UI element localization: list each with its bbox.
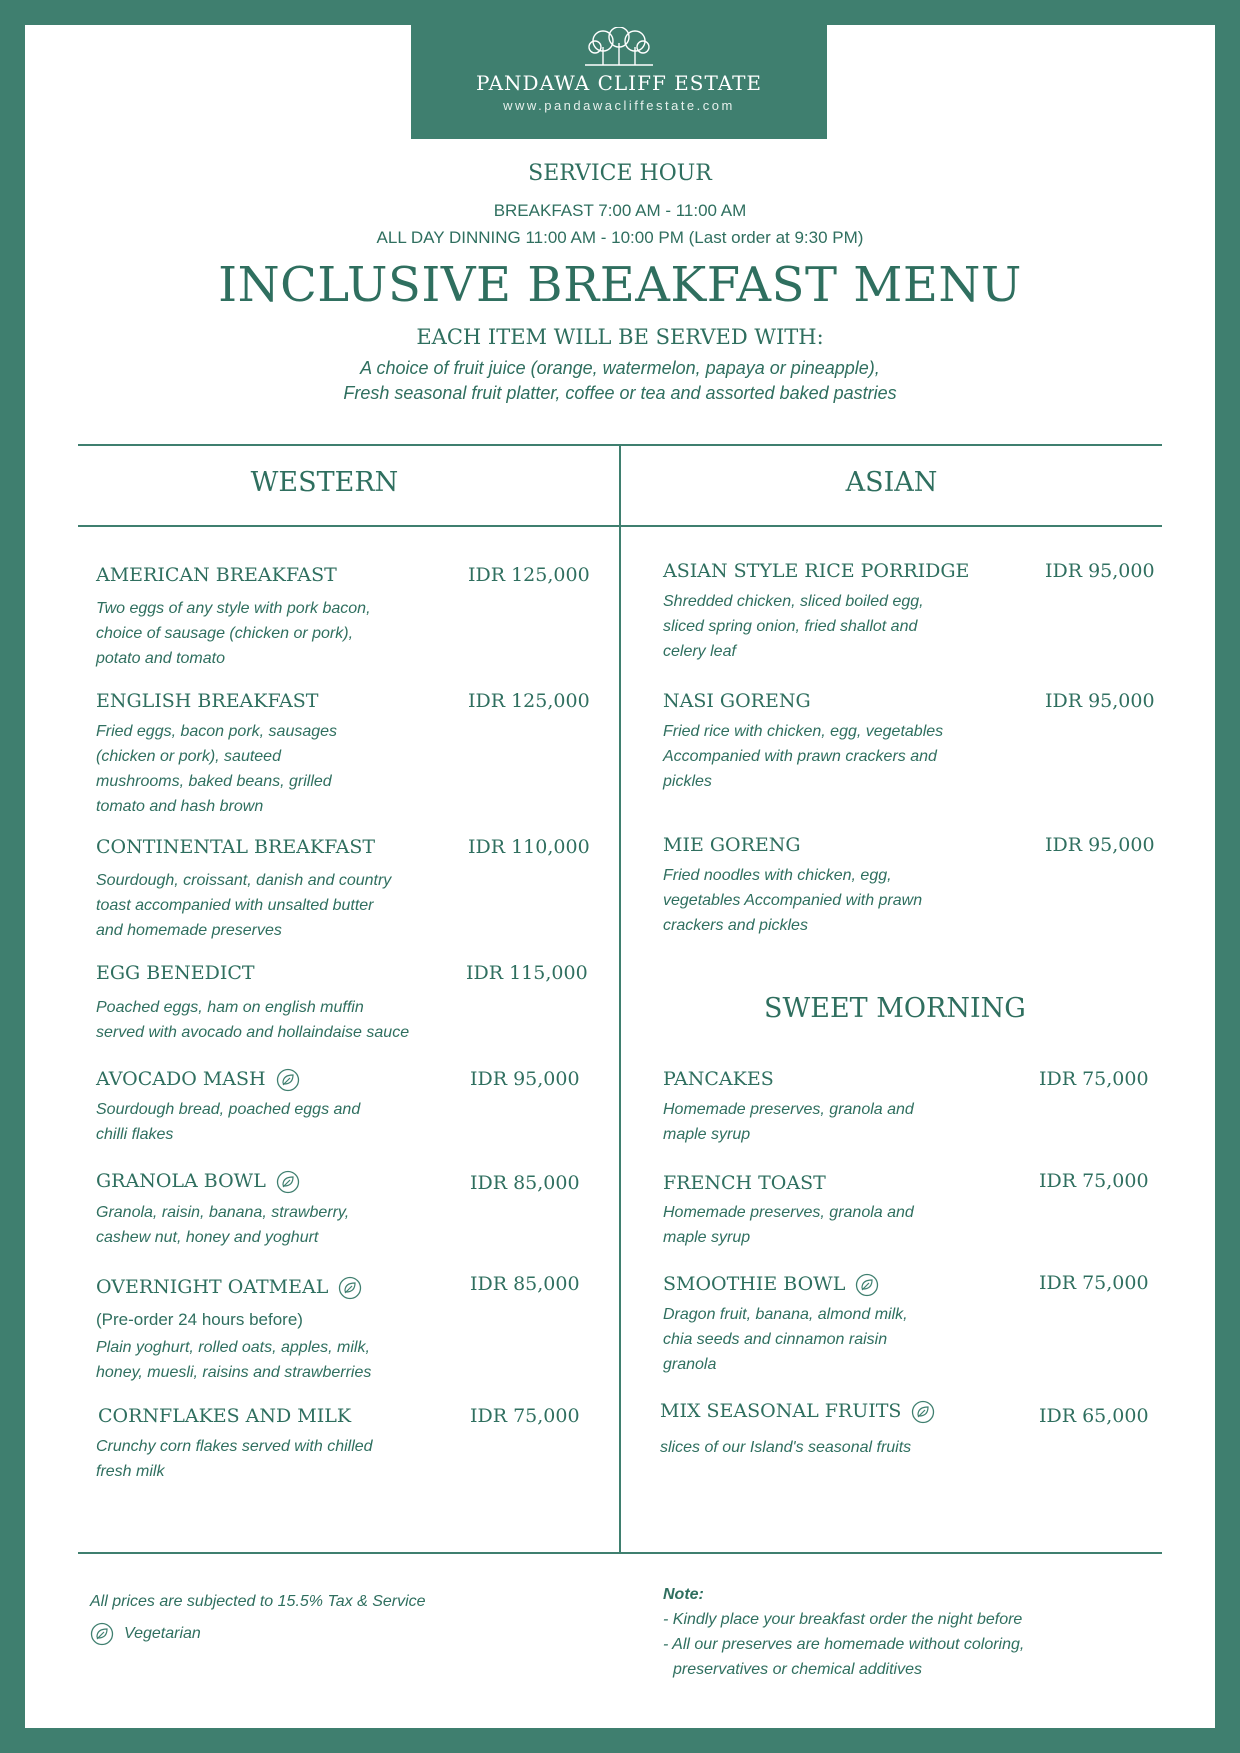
menu-item-desc: Fried noodles with chicken, egg, vegetables Accompanied with prawn crackers and pickles (663, 867, 923, 934)
menu-item-name-text: OVERNIGHT OATMEAL (96, 1276, 329, 1298)
menu-item-price: IDR 75,000 (1039, 1170, 1149, 1192)
menu-item-name-text: SMOOTHIE BOWL (663, 1273, 846, 1295)
menu-item-desc: Sourdough bread, poached eggs and chilli flakes (96, 1101, 361, 1143)
menu-item-desc: Sourdough, croissant, danish and country toast accompanied with unsalted butter and homemade preserves (96, 872, 392, 939)
menu-item-price: IDR 125,000 (468, 690, 590, 712)
vegetarian-leaf-icon (276, 1170, 300, 1194)
column-divider (619, 444, 621, 1554)
menu-item-name-text: AVOCADO MASH (96, 1068, 266, 1090)
menu-item-name: PANCAKES (663, 1068, 774, 1090)
menu-item-desc: Granola, raisin, banana, strawberry, cashew nut, honey and yoghurt (96, 1204, 350, 1246)
menu-item-price: IDR 95,000 (1045, 834, 1155, 856)
menu-item-price: IDR 65,000 (1039, 1405, 1149, 1427)
served-with-line-2: Fresh seasonal fruit platter, coffee or tea and assorted baked pastries (343, 383, 897, 403)
served-with-line-1: A choice of fruit juice (orange, watermelon, papaya or pineapple), (360, 358, 880, 378)
menu-item-desc: Poached eggs, ham on english muffin served with avocado and hollaindaise sauce (96, 999, 410, 1041)
logo-block (411, 25, 827, 139)
menu-item-price: IDR 95,000 (1045, 560, 1155, 582)
served-with-title: EACH ITEM WILL BE SERVED WITH: (416, 325, 824, 349)
menu-item-desc: Homemade preserves, granola and maple syrup (663, 1101, 914, 1143)
menu-item-desc: Crunchy corn flakes served with chilled fresh milk (96, 1438, 373, 1480)
menu-item-desc: Two eggs of any style with pork bacon, choice of sausage (chicken or pork), potato and tomato (96, 600, 371, 667)
menu-item-name: AMERICAN BREAKFAST (96, 564, 337, 586)
menu-item-name: FRENCH TOAST (663, 1172, 826, 1194)
breakfast-hours: BREAKFAST 7:00 AM - 11:00 AM (493, 201, 747, 220)
sweet-morning-heading: SWEET MORNING (764, 993, 1026, 1024)
menu-item-price: IDR 75,000 (470, 1405, 580, 1427)
menu-item-name: MIE GORENG (663, 834, 801, 856)
menu-item-name (96, 1170, 300, 1194)
menu-item-desc: Dragon fruit, banana, almond milk, chia seeds and cinnamon raisin granola (663, 1306, 908, 1373)
menu-item-name-text: MIX SEASONAL FRUITS (660, 1400, 902, 1422)
vegetarian-leaf-icon (276, 1068, 300, 1092)
menu-item-name: NASI GORENG (663, 690, 811, 712)
page-title: INCLUSIVE BREAKFAST MENU (218, 257, 1022, 313)
menu-item-name: ENGLISH BREAKFAST (96, 690, 319, 712)
menu-item-name: CONTINENTAL BREAKFAST (96, 836, 376, 858)
menu-item-name: ASIAN STYLE RICE PORRIDGE (663, 560, 970, 582)
note-title: Note: (663, 1586, 704, 1603)
menu-item-price: IDR 85,000 (470, 1273, 580, 1295)
vegetarian-leaf-icon (338, 1276, 362, 1300)
menu-item-desc: Plain yoghurt, rolled oats, apples, milk, honey, muesli, raisins and strawberries (96, 1339, 372, 1381)
menu-item-price: IDR 95,000 (470, 1068, 580, 1090)
menu-item-desc: Shredded chicken, sliced boiled egg, sliced spring onion, fried shallot and celery leaf (663, 593, 924, 660)
all-day-hours: ALL DAY DINNING 11:00 AM - 10:00 PM (Last order at 9:30 PM) (376, 228, 864, 247)
service-hour-title: SERVICE HOUR (528, 161, 712, 186)
tax-note: All prices are subjected to 15.5% Tax & Service (90, 1593, 426, 1610)
menu-item-desc: Fried eggs, bacon pork, sausages (chicken or pork), sauteed mushrooms, baked beans, grilled tomato and hash brown (96, 723, 338, 815)
menu-item-desc: slices of our Island's seasonal fruits (660, 1439, 912, 1456)
menu-item-desc: Homemade preserves, granola and maple syrup (663, 1204, 914, 1246)
menu-item-price: IDR 125,000 (468, 564, 590, 586)
vegetarian-leaf-icon (911, 1400, 935, 1424)
menu-item-name (660, 1400, 935, 1424)
note-line-2: - All our preserves are homemade without coloring, (663, 1636, 1025, 1653)
asian-heading: ASIAN (845, 467, 938, 498)
menu-item-name (663, 1273, 879, 1297)
menu-item-name: EGG BENEDICT (96, 962, 255, 984)
brand-url: www.pandawacliffestate.com (503, 98, 735, 113)
brand-name: PANDAWA CLIFF ESTATE (475, 71, 763, 95)
menu-item-price: IDR 95,000 (1045, 690, 1155, 712)
menu-item-desc: Fried rice with chicken, egg, vegetables Accompanied with prawn crackers and pickles (663, 723, 944, 790)
trees-icon (583, 27, 655, 67)
menu-page (25, 25, 1215, 1728)
western-heading: WESTERN (250, 467, 399, 498)
vegetarian-legend (90, 1622, 201, 1646)
menu-item-price: IDR 115,000 (466, 962, 588, 984)
menu-item-name: CORNFLAKES AND MILK (98, 1405, 352, 1427)
note-line-1: - Kindly place your breakfast order the night before (663, 1611, 1023, 1628)
preorder-note: (Pre-order 24 hours before) (96, 1310, 303, 1329)
menu-item-name-text: GRANOLA BOWL (96, 1170, 266, 1192)
menu-item-name (96, 1276, 362, 1300)
menu-item-price: IDR 75,000 (1039, 1272, 1149, 1294)
vegetarian-leaf-icon (90, 1622, 114, 1646)
menu-item-price: IDR 85,000 (470, 1172, 580, 1194)
menu-item-price: IDR 75,000 (1039, 1068, 1149, 1090)
note-line-3: preservatives or chemical additives (673, 1661, 922, 1678)
vegetarian-label: Vegetarian (124, 1625, 201, 1643)
menu-item-name (96, 1068, 300, 1092)
vegetarian-leaf-icon (855, 1273, 879, 1297)
menu-item-price: IDR 110,000 (468, 836, 590, 858)
